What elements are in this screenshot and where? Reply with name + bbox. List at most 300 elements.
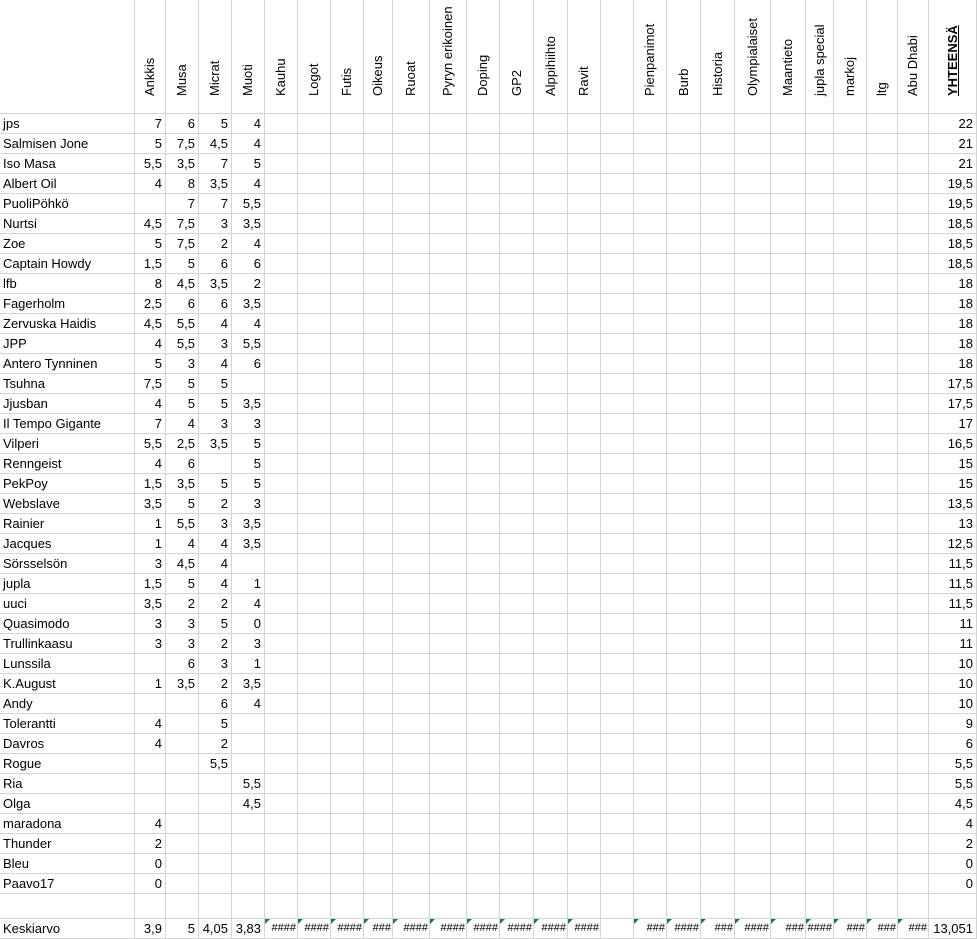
score-cell[interactable]: [771, 494, 806, 514]
score-cell[interactable]: [430, 334, 467, 354]
score-cell[interactable]: [634, 574, 667, 594]
score-cell[interactable]: [364, 634, 393, 654]
score-cell[interactable]: [701, 834, 735, 854]
score-cell[interactable]: [534, 674, 568, 694]
score-cell[interactable]: 4,5: [166, 554, 199, 574]
player-name-cell[interactable]: Antero Tynninen: [0, 354, 135, 374]
score-cell[interactable]: [898, 434, 929, 454]
score-cell[interactable]: [534, 394, 568, 414]
score-cell[interactable]: [331, 114, 364, 134]
score-cell[interactable]: [806, 294, 834, 314]
average-overflow-cell[interactable]: ####: [667, 919, 701, 939]
total-cell[interactable]: 18,5: [929, 254, 977, 274]
score-cell[interactable]: 7,5: [166, 214, 199, 234]
score-cell[interactable]: [701, 154, 735, 174]
score-cell[interactable]: [430, 114, 467, 134]
score-cell[interactable]: 1,5: [135, 474, 166, 494]
score-cell[interactable]: [331, 714, 364, 734]
score-cell[interactable]: [735, 154, 771, 174]
score-cell[interactable]: [364, 794, 393, 814]
score-cell[interactable]: [467, 354, 500, 374]
score-cell[interactable]: [601, 174, 634, 194]
score-cell[interactable]: 3,5: [232, 214, 265, 234]
score-cell[interactable]: [534, 654, 568, 674]
score-cell[interactable]: [298, 114, 331, 134]
score-cell[interactable]: [834, 274, 867, 294]
empty-cell[interactable]: [232, 894, 265, 919]
score-cell[interactable]: [568, 214, 601, 234]
score-cell[interactable]: [806, 534, 834, 554]
score-cell[interactable]: [806, 454, 834, 474]
score-cell[interactable]: [331, 474, 364, 494]
score-cell[interactable]: [601, 434, 634, 454]
score-cell[interactable]: [467, 234, 500, 254]
score-cell[interactable]: [199, 794, 232, 814]
score-cell[interactable]: [806, 314, 834, 334]
score-cell[interactable]: [834, 674, 867, 694]
score-cell[interactable]: [467, 274, 500, 294]
score-cell[interactable]: [634, 294, 667, 314]
score-cell[interactable]: [467, 494, 500, 514]
score-cell[interactable]: [667, 234, 701, 254]
score-cell[interactable]: [867, 534, 898, 554]
score-cell[interactable]: [364, 714, 393, 734]
score-cell[interactable]: 3: [166, 354, 199, 374]
score-cell[interactable]: [430, 494, 467, 514]
score-cell[interactable]: [771, 534, 806, 554]
score-cell[interactable]: [771, 354, 806, 374]
score-cell[interactable]: [393, 194, 430, 214]
score-cell[interactable]: [867, 794, 898, 814]
score-cell[interactable]: [771, 234, 806, 254]
score-cell[interactable]: [735, 474, 771, 494]
score-cell[interactable]: [534, 874, 568, 894]
score-cell[interactable]: [298, 234, 331, 254]
score-cell[interactable]: [166, 694, 199, 714]
score-cell[interactable]: [634, 534, 667, 554]
score-cell[interactable]: [265, 834, 298, 854]
player-name-cell[interactable]: Bleu: [0, 854, 135, 874]
average-cell[interactable]: 5: [166, 919, 199, 939]
score-cell[interactable]: [701, 874, 735, 894]
score-cell[interactable]: [834, 294, 867, 314]
score-cell[interactable]: [701, 194, 735, 214]
score-cell[interactable]: [701, 634, 735, 654]
score-cell[interactable]: [298, 694, 331, 714]
score-cell[interactable]: 3,5: [199, 174, 232, 194]
score-cell[interactable]: 5: [166, 374, 199, 394]
score-cell[interactable]: [331, 634, 364, 654]
score-cell[interactable]: [393, 114, 430, 134]
score-cell[interactable]: [467, 594, 500, 614]
score-cell[interactable]: [430, 634, 467, 654]
score-cell[interactable]: [467, 474, 500, 494]
score-cell[interactable]: 4: [166, 414, 199, 434]
score-cell[interactable]: [534, 494, 568, 514]
score-cell[interactable]: 2: [199, 494, 232, 514]
score-cell[interactable]: [867, 334, 898, 354]
score-cell[interactable]: [867, 574, 898, 594]
score-cell[interactable]: [568, 674, 601, 694]
score-cell[interactable]: [771, 294, 806, 314]
score-cell[interactable]: [867, 494, 898, 514]
score-cell[interactable]: [364, 534, 393, 554]
score-cell[interactable]: [331, 374, 364, 394]
score-cell[interactable]: [534, 114, 568, 134]
score-cell[interactable]: [834, 514, 867, 534]
score-cell[interactable]: [634, 314, 667, 334]
score-cell[interactable]: [701, 554, 735, 574]
score-cell[interactable]: [667, 294, 701, 314]
score-cell[interactable]: [806, 154, 834, 174]
score-cell[interactable]: [568, 794, 601, 814]
score-cell[interactable]: [298, 654, 331, 674]
score-cell[interactable]: [500, 254, 534, 274]
score-cell[interactable]: [265, 794, 298, 814]
score-cell[interactable]: 7: [199, 194, 232, 214]
score-cell[interactable]: [771, 694, 806, 714]
score-cell[interactable]: [834, 174, 867, 194]
score-cell[interactable]: [430, 214, 467, 234]
player-name-cell[interactable]: Rogue: [0, 754, 135, 774]
score-cell[interactable]: 2: [199, 234, 232, 254]
score-cell[interactable]: [834, 794, 867, 814]
score-cell[interactable]: [667, 514, 701, 534]
score-cell[interactable]: 5,5: [232, 194, 265, 214]
column-header[interactable]: [135, 0, 166, 114]
score-cell[interactable]: 0: [135, 854, 166, 874]
score-cell[interactable]: [834, 374, 867, 394]
score-cell[interactable]: [806, 734, 834, 754]
player-name-cell[interactable]: Salmisen Jone: [0, 134, 135, 154]
score-cell[interactable]: [806, 434, 834, 454]
score-cell[interactable]: [898, 154, 929, 174]
score-cell[interactable]: [265, 734, 298, 754]
score-cell[interactable]: [568, 534, 601, 554]
score-cell[interactable]: [232, 554, 265, 574]
score-cell[interactable]: [500, 294, 534, 314]
score-cell[interactable]: [467, 794, 500, 814]
score-cell[interactable]: 3,5: [199, 274, 232, 294]
empty-cell[interactable]: [771, 894, 806, 919]
score-cell[interactable]: [298, 214, 331, 234]
score-cell[interactable]: 3: [199, 514, 232, 534]
score-cell[interactable]: [735, 134, 771, 154]
score-cell[interactable]: 7,5: [166, 234, 199, 254]
score-cell[interactable]: [298, 594, 331, 614]
score-cell[interactable]: [806, 114, 834, 134]
score-cell[interactable]: 5: [166, 574, 199, 594]
score-cell[interactable]: [364, 774, 393, 794]
score-cell[interactable]: [364, 334, 393, 354]
score-cell[interactable]: [701, 214, 735, 234]
score-cell[interactable]: [701, 774, 735, 794]
score-cell[interactable]: [430, 574, 467, 594]
score-cell[interactable]: [898, 494, 929, 514]
score-cell[interactable]: [601, 614, 634, 634]
score-cell[interactable]: [166, 714, 199, 734]
score-cell[interactable]: [601, 334, 634, 354]
score-cell[interactable]: [430, 794, 467, 814]
total-cell[interactable]: 15: [929, 454, 977, 474]
score-cell[interactable]: [898, 254, 929, 274]
score-cell[interactable]: [199, 774, 232, 794]
score-cell[interactable]: [634, 754, 667, 774]
column-header[interactable]: [430, 0, 467, 114]
score-cell[interactable]: [534, 374, 568, 394]
score-cell[interactable]: [364, 374, 393, 394]
score-cell[interactable]: [601, 554, 634, 574]
score-cell[interactable]: [298, 294, 331, 314]
score-cell[interactable]: 4,5: [135, 314, 166, 334]
score-cell[interactable]: [667, 574, 701, 594]
score-cell[interactable]: [634, 114, 667, 134]
player-name-cell[interactable]: JPP: [0, 334, 135, 354]
score-cell[interactable]: [701, 514, 735, 534]
score-cell[interactable]: [806, 814, 834, 834]
score-cell[interactable]: [634, 814, 667, 834]
column-header[interactable]: [735, 0, 771, 114]
total-cell[interactable]: 9: [929, 714, 977, 734]
score-cell[interactable]: [500, 754, 534, 774]
score-cell[interactable]: [331, 874, 364, 894]
total-cell[interactable]: 10: [929, 694, 977, 714]
score-cell[interactable]: 5,5: [166, 334, 199, 354]
score-cell[interactable]: [500, 454, 534, 474]
total-cell[interactable]: 18: [929, 314, 977, 334]
score-cell[interactable]: [534, 794, 568, 814]
score-cell[interactable]: [898, 314, 929, 334]
score-cell[interactable]: [667, 134, 701, 154]
score-cell[interactable]: [534, 314, 568, 334]
score-cell[interactable]: 2,5: [135, 294, 166, 314]
score-cell[interactable]: [601, 834, 634, 854]
score-cell[interactable]: 4: [135, 814, 166, 834]
score-cell[interactable]: [364, 874, 393, 894]
average-overflow-cell[interactable]: ###: [634, 919, 667, 939]
score-cell[interactable]: [199, 814, 232, 834]
column-header[interactable]: [634, 0, 667, 114]
score-cell[interactable]: [393, 694, 430, 714]
score-cell[interactable]: [568, 434, 601, 454]
player-name-cell[interactable]: Tolerantti: [0, 714, 135, 734]
score-cell[interactable]: [601, 294, 634, 314]
score-cell[interactable]: [898, 574, 929, 594]
score-cell[interactable]: [467, 774, 500, 794]
score-cell[interactable]: [667, 114, 701, 134]
score-cell[interactable]: [500, 694, 534, 714]
score-cell[interactable]: [393, 294, 430, 314]
player-name-cell[interactable]: Iso Masa: [0, 154, 135, 174]
score-cell[interactable]: [500, 574, 534, 594]
empty-cell[interactable]: [331, 894, 364, 919]
score-cell[interactable]: [331, 574, 364, 594]
column-header[interactable]: [199, 0, 232, 114]
score-cell[interactable]: [867, 614, 898, 634]
score-cell[interactable]: [265, 174, 298, 194]
total-cell[interactable]: 13,5: [929, 494, 977, 514]
score-cell[interactable]: 5: [135, 354, 166, 374]
empty-cell[interactable]: [0, 894, 135, 919]
score-cell[interactable]: [867, 194, 898, 214]
score-cell[interactable]: [771, 774, 806, 794]
score-cell[interactable]: [298, 714, 331, 734]
score-cell[interactable]: [867, 274, 898, 294]
score-cell[interactable]: [393, 554, 430, 574]
score-cell[interactable]: [701, 254, 735, 274]
score-cell[interactable]: [867, 474, 898, 494]
score-cell[interactable]: [265, 114, 298, 134]
score-cell[interactable]: [331, 294, 364, 314]
column-header[interactable]: [534, 0, 568, 114]
score-cell[interactable]: [265, 714, 298, 734]
score-cell[interactable]: [534, 634, 568, 654]
score-cell[interactable]: [898, 174, 929, 194]
score-cell[interactable]: [701, 594, 735, 614]
score-cell[interactable]: 6: [199, 254, 232, 274]
column-header[interactable]: [771, 0, 806, 114]
total-cell[interactable]: 5,5: [929, 774, 977, 794]
score-cell[interactable]: [735, 834, 771, 854]
average-overflow-cell[interactable]: ###: [701, 919, 735, 939]
score-cell[interactable]: [771, 454, 806, 474]
score-cell[interactable]: [667, 454, 701, 474]
score-cell[interactable]: [265, 774, 298, 794]
score-cell[interactable]: [667, 394, 701, 414]
score-cell[interactable]: [898, 874, 929, 894]
score-cell[interactable]: [500, 214, 534, 234]
empty-cell[interactable]: [166, 894, 199, 919]
score-cell[interactable]: [701, 694, 735, 714]
score-cell[interactable]: [568, 494, 601, 514]
player-name-cell[interactable]: Jacques: [0, 534, 135, 554]
score-cell[interactable]: [834, 114, 867, 134]
score-cell[interactable]: [232, 834, 265, 854]
score-cell[interactable]: [364, 194, 393, 214]
score-cell[interactable]: [601, 114, 634, 134]
empty-cell[interactable]: [735, 894, 771, 919]
score-cell[interactable]: [568, 834, 601, 854]
score-cell[interactable]: [634, 374, 667, 394]
score-cell[interactable]: [364, 734, 393, 754]
score-cell[interactable]: [898, 474, 929, 494]
total-cell[interactable]: 17,5: [929, 394, 977, 414]
score-cell[interactable]: [534, 294, 568, 314]
score-cell[interactable]: [568, 714, 601, 734]
score-cell[interactable]: [534, 434, 568, 454]
score-cell[interactable]: [898, 754, 929, 774]
score-cell[interactable]: [667, 494, 701, 514]
score-cell[interactable]: [232, 814, 265, 834]
score-cell[interactable]: 1,5: [135, 254, 166, 274]
score-cell[interactable]: 7: [135, 114, 166, 134]
column-header[interactable]: [364, 0, 393, 114]
score-cell[interactable]: [393, 614, 430, 634]
score-cell[interactable]: 4: [135, 174, 166, 194]
score-cell[interactable]: [534, 414, 568, 434]
score-cell[interactable]: [634, 694, 667, 714]
score-cell[interactable]: [771, 874, 806, 894]
score-cell[interactable]: [265, 814, 298, 834]
score-cell[interactable]: [393, 754, 430, 774]
score-cell[interactable]: [771, 174, 806, 194]
score-cell[interactable]: [467, 754, 500, 774]
score-cell[interactable]: [364, 254, 393, 274]
score-cell[interactable]: 5: [199, 374, 232, 394]
total-cell[interactable]: 17,5: [929, 374, 977, 394]
score-cell[interactable]: [806, 274, 834, 294]
score-cell[interactable]: [364, 514, 393, 534]
score-cell[interactable]: 1: [232, 574, 265, 594]
score-cell[interactable]: [568, 394, 601, 414]
score-cell[interactable]: [634, 454, 667, 474]
score-cell[interactable]: [634, 634, 667, 654]
column-header[interactable]: [166, 0, 199, 114]
score-cell[interactable]: [265, 694, 298, 714]
score-cell[interactable]: [135, 794, 166, 814]
score-cell[interactable]: [364, 274, 393, 294]
score-cell[interactable]: [534, 214, 568, 234]
score-cell[interactable]: [467, 654, 500, 674]
score-cell[interactable]: [735, 294, 771, 314]
average-overflow-cell[interactable]: ####: [568, 919, 601, 939]
score-cell[interactable]: [834, 314, 867, 334]
score-cell[interactable]: [735, 314, 771, 334]
player-name-cell[interactable]: Quasimodo: [0, 614, 135, 634]
score-cell[interactable]: [834, 814, 867, 834]
score-cell[interactable]: [430, 534, 467, 554]
score-cell[interactable]: [534, 334, 568, 354]
score-cell[interactable]: [298, 274, 331, 294]
score-cell[interactable]: [430, 414, 467, 434]
score-cell[interactable]: [806, 554, 834, 574]
score-cell[interactable]: [568, 734, 601, 754]
score-cell[interactable]: [331, 654, 364, 674]
score-cell[interactable]: [667, 534, 701, 554]
empty-cell[interactable]: [601, 894, 634, 919]
score-cell[interactable]: [898, 634, 929, 654]
average-overflow-cell[interactable]: ####: [735, 919, 771, 939]
score-cell[interactable]: [867, 514, 898, 534]
score-cell[interactable]: [667, 354, 701, 374]
score-cell[interactable]: [393, 654, 430, 674]
score-cell[interactable]: [467, 614, 500, 634]
score-cell[interactable]: 5,5: [135, 434, 166, 454]
score-cell[interactable]: [701, 414, 735, 434]
score-cell[interactable]: [634, 594, 667, 614]
score-cell[interactable]: [806, 854, 834, 874]
score-cell[interactable]: [430, 314, 467, 334]
score-cell[interactable]: [534, 234, 568, 254]
score-cell[interactable]: [265, 394, 298, 414]
total-cell[interactable]: 19,5: [929, 194, 977, 214]
score-cell[interactable]: [634, 674, 667, 694]
total-cell[interactable]: 11: [929, 614, 977, 634]
empty-cell[interactable]: [265, 894, 298, 919]
score-cell[interactable]: [568, 274, 601, 294]
player-name-cell[interactable]: lfb: [0, 274, 135, 294]
score-cell[interactable]: 1: [135, 534, 166, 554]
score-cell[interactable]: [393, 454, 430, 474]
score-cell[interactable]: [265, 254, 298, 274]
score-cell[interactable]: [867, 454, 898, 474]
score-cell[interactable]: [500, 274, 534, 294]
score-cell[interactable]: [834, 334, 867, 354]
score-cell[interactable]: [364, 594, 393, 614]
total-cell[interactable]: 16,5: [929, 434, 977, 454]
score-cell[interactable]: 2: [166, 594, 199, 614]
score-cell[interactable]: [298, 394, 331, 414]
